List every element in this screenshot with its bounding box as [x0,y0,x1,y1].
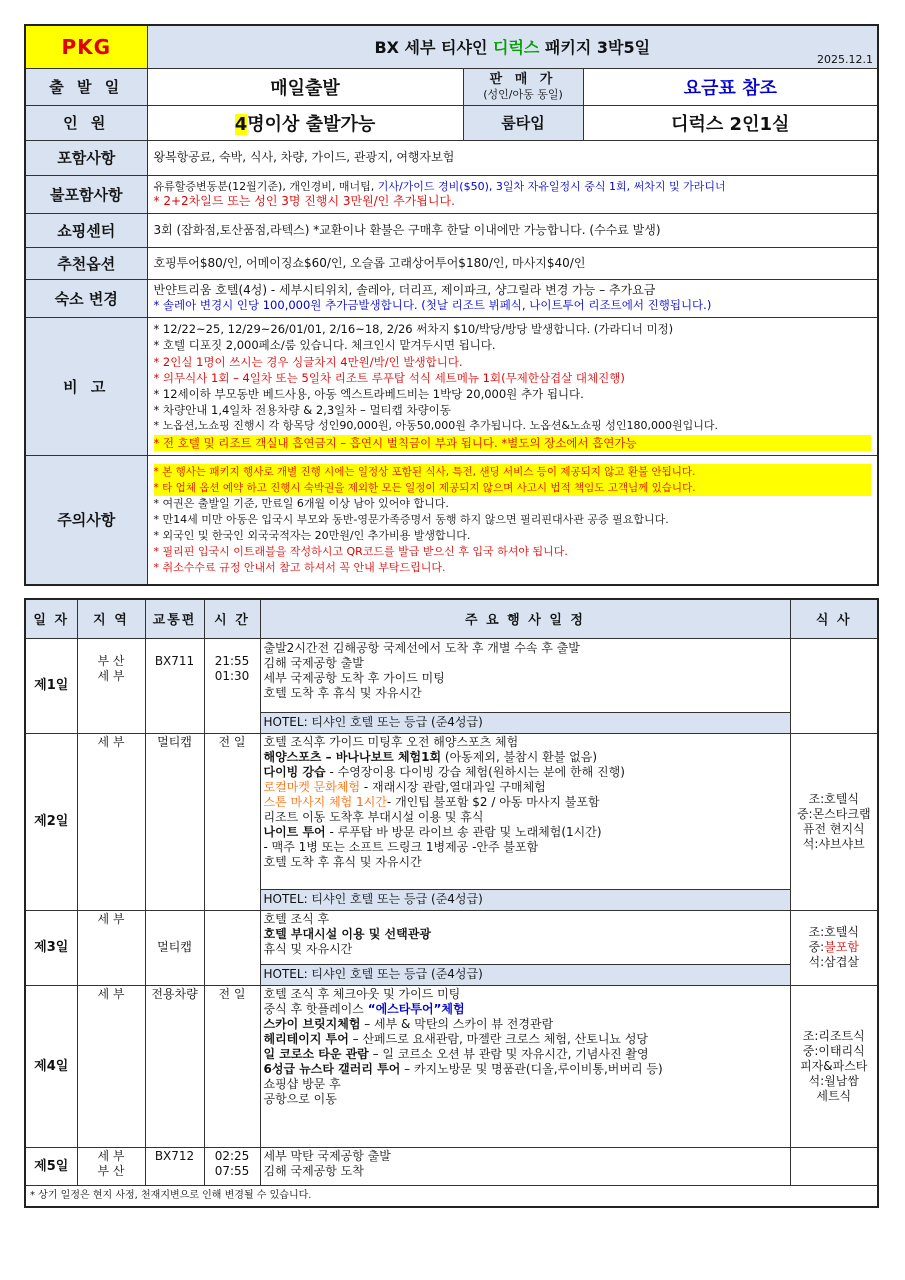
exclude-label: 불포함사항 [25,175,147,213]
itinerary-line: 호텔 조식 후 체크아웃 및 가이드 미팅 [263,986,461,1001]
caution-item: * 타 업체 옵션 예약 하고 진행시 숙박권을 제외한 모든 일정이 제공되지 않으며 사고시 법적 책임도 고객님께 있습니다. [154,480,872,496]
day1-itinerary [260,638,790,712]
meal-lunch-detail: 피자&파스타 [800,1058,868,1073]
caution-item: * 외국인 및 한국인 외국국적자는 20만원/인 추가비용 발생합니다. [153,528,471,542]
meal-dinner: 석:월남쌈 [808,1073,859,1088]
room-value: 디럭스 2인1실 [583,105,878,140]
remark-item: * 12세이하 부모동반 베드사용, 아동 엑스트라베드비는 1박당 20,000원 추가 됩니다. [153,387,584,401]
remark-item: * 12/22~25, 12/29~26/01/01, 2/16~18, 2/26 써차지 $10/박당/방당 발생합니다. (가라디너 미정) [153,322,674,337]
meal-breakfast: 조:호텔식 [808,925,859,939]
day2-time: 전 일 [204,733,260,910]
col-header-itinerary: 주 요 행 사 일 정 [260,599,790,638]
remark-item: * 전 호텔 및 리조트 객실내 흡연금지 – 흡연시 벌칙금이 부과 됩니다. *별도의 장소에서 흡연가능 [154,435,872,451]
hotel-change-line1: 반얀트리움 호텔(4성) - 세부시티위치, 솔레아, 더리프, 제이파크, 샹그릴라 변경 가능 – 추가요금 [153,283,656,297]
exclude-note: * 2+2차일드 또는 성인 3명 진행시 3만원/인 추가됩니다. [153,194,455,208]
day1-region-to: 세 부 [97,668,125,683]
day2-meal [790,733,878,910]
caution-item: * 취소수수료 규정 안내서 참고 하셔서 꼭 안내 부탁드립니다. [153,560,446,574]
remark-label: 비 고 [25,317,147,455]
remark-item: * 차량안내 1,4일차 전용차량 & 2,3일차 – 멀티캡 차량이동 [153,403,451,418]
caution-item: * 여권은 출발일 기준, 만료일 6개월 이상 남아 있어야 합니다. [153,496,449,510]
col-header-meal: 식 사 [790,599,878,638]
remark-list [147,317,878,455]
itinerary-highlight: 나이트 투어 [263,824,326,839]
price-sub: (성인/아동 동일) [483,87,563,101]
day2-region: 세 부 [77,733,145,910]
people-number: 4 [234,113,248,135]
day4-itinerary [260,985,790,1147]
itinerary-line: - 맥주 1병 또는 소프트 드링크 1병제공 -안주 불포함 [263,839,539,854]
day5-itinerary [260,1147,790,1185]
day5-time [204,1147,260,1185]
itinerary-line: 공항으로 이동 [263,1091,337,1106]
itinerary-line: - 수영장이용 다이빙 강습 체험(원하시는 분에 한해 진행) [325,764,625,779]
pkg-badge: PKG [25,25,147,68]
day1-time [204,638,260,733]
itinerary-highlight: 헤리테이지 투어 [263,1031,349,1046]
itinerary-line: - 재래시장 관람,열대과일 구매체험 [360,779,546,794]
day4-time: 전 일 [204,985,260,1147]
itinerary-line: 쇼핑샵 방문 후 [263,1076,341,1091]
day2-transport: 멀티캡 [145,733,204,910]
day3-itinerary [260,910,790,964]
day4-meal [790,985,878,1147]
day3-hotel: HOTEL: 티샤인 호텔 또는 등급 (준4성급) [260,964,790,985]
itinerary-highlight: 스카이 브릿지체험 [263,1016,361,1031]
people-text: 명이상 출발가능 [247,113,376,135]
itinerary-line: 호텔 도착 후 휴식 및 자유시간 [263,685,422,700]
day1-region [77,638,145,733]
day1-meal [790,638,878,733]
day2-itinerary [260,733,790,889]
price-value: 요금표 참조 [583,68,878,105]
itinerary-highlight: 6성급 뉴스타 갤러리 투어 [263,1061,401,1076]
itinerary-line: 휴식 및 자유시간 [263,941,353,956]
col-header-time: 시 간 [204,599,260,638]
schedule-table [24,598,879,1208]
itinerary-line: 호텔 조식후 가이드 미팅후 오전 해양스포츠 체험 [263,734,519,749]
itinerary-line: 김해 국제공항 출발 [263,655,364,670]
room-label: 룸타입 [463,105,583,140]
remark-item: * 노옵션,노쇼핑 진행시 각 항목당 성인90,000원, 아동50,000원 추가됩니다. 노옵션&노쇼핑 성인180,000원입니다. [153,419,719,433]
day1-time-arrive: 01:30 [214,668,250,683]
meal-breakfast: 조:리조트식 [802,1028,865,1043]
day5-region-to: 부 산 [97,1163,125,1178]
remark-item: * 호텔 디포짓 2,000페소/룸 있습니다. 체크인시 맡겨두시면 됩니다. [153,338,496,353]
day1-label: 제1일 [25,638,77,733]
itinerary-line: (아동제외, 불참시 환불 없음) [441,749,598,764]
itinerary-highlight: 호텔 부대시설 이용 및 선택관광 [263,926,431,941]
depart-label: 출 발 일 [25,68,147,105]
meal-dinner-detail: 세트식 [816,1088,852,1103]
hotel-change-line2: * 솔레아 변경시 인당 100,000원 추가금발생합니다. (첫날 리조트 뷔페식, 나이트투어 리조트에서 진행됩니다.) [153,298,712,312]
remark-item: * 2인실 1명이 쓰시는 경우 싱글차지 4만원/박/인 발생합니다. [153,354,463,369]
day4-transport: 전용차량 [145,985,204,1147]
itinerary-line: 리조트 이동 도착후 부대시설 이용 및 휴식 [263,809,484,824]
title-suffix: 패키지 3박5일 [539,38,651,58]
remark-item: * 의무식사 1회 – 4일차 또는 5일차 리조트 루푸탑 석식 세트메뉴 1회(무제한삼겹살 대체진행) [153,370,625,385]
itinerary-line: 호텔 조식 후 [263,911,330,926]
exclude-value [147,175,878,213]
people-value [147,105,463,140]
day5-time-arrive: 07:55 [214,1163,250,1178]
meal-dinner: 석:샤브샤브 [802,836,865,851]
day5-time-depart: 02:25 [214,1148,250,1163]
title-deluxe: 디럭스 [492,38,540,58]
meal-lunch-detail: 퓨전 현지식 [802,821,865,836]
itinerary-line: – 산페드로 요새관람, 마젤란 크로스 체험, 산토니뇨 성당 [348,1031,648,1046]
include-label: 포함사항 [25,140,147,175]
day1-transport: BX711 [145,638,204,733]
day1-hotel: HOTEL: 티샤인 호텔 또는 등급 (준4성급) [260,712,790,733]
itinerary-highlight: 스톤 마사지 체험 1시간 [263,794,387,809]
hotel-change-label: 숙소 변경 [25,279,147,317]
day3-meal [790,910,878,985]
col-header-transport: 교통편 [145,599,204,638]
schedule-footnote: * 상기 일정은 현지 사정, 천재지변으로 인해 변경될 수 있습니다. [25,1185,878,1207]
itinerary-highlight: “에스타투어”체험 [367,1001,465,1016]
depart-value: 매일출발 [147,68,463,105]
itinerary-line: 세부 막탄 국제공항 출발 [263,1148,391,1163]
people-label: 인 원 [25,105,147,140]
shopping-value: 3회 (잡화점,토산품점,라텍스) *교환이나 환불은 구매후 한달 이내에만 가능합니다. (수수료 발생) [147,213,878,247]
shopping-label: 쇼핑센터 [25,213,147,247]
itinerary-line: 중식 후 핫플레이스 [263,1001,368,1016]
meal-breakfast: 조:호텔식 [808,791,859,806]
day2-hotel: HOTEL: 티샤인 호텔 또는 등급 (준4성급) [260,889,790,910]
itinerary-line: – 일 코르소 오션 뷰 관람 및 자유시간, 기념사진 촬영 [368,1046,649,1061]
day4-label: 제4일 [25,985,77,1147]
day1-time-depart: 21:55 [214,653,250,668]
itinerary-highlight: 일 코로소 타운 관람 [263,1046,369,1061]
meal-lunch-excluded: 불포함 [824,940,859,954]
day5-region [77,1147,145,1185]
itinerary-line: 세부 국제공항 도착 후 가이드 미팅 [263,670,445,685]
issue-date: 2025.12.1 [817,52,874,66]
day2-label: 제2일 [25,733,77,910]
col-header-region: 지 역 [77,599,145,638]
include-value: 왕복항공료, 숙박, 식사, 차량, 가이드, 관광지, 여행자보험 [147,140,878,175]
option-label: 추천옵션 [25,247,147,279]
day3-transport: 멀티캡 [145,910,204,985]
day3-time [204,910,260,985]
caution-item: * 만14세 미만 아동은 입국시 부모와 동반-영문가족증명서 동행 하지 않으면 필리핀대사관 공증 필요합니다. [153,512,669,526]
hotel-change-value [147,279,878,317]
day4-region: 세 부 [77,985,145,1147]
col-header-day: 일 자 [25,599,77,638]
itinerary-line: 김해 국제공항 도착 [263,1163,364,1178]
itinerary-highlight: 로컬마켓 문화체험 [263,779,361,794]
meal-lunch: 중:몬스타크랩 [796,806,871,821]
day5-meal [790,1147,878,1185]
meal-dinner: 석:삼겹살 [808,955,859,969]
itinerary-line: - 루푸탑 바 방문 라이브 송 관람 및 노래체험(1시간) [325,824,602,839]
price-label-text: 판 매 가 [489,71,557,87]
caution-item: * 본 행사는 패키지 행사로 개별 진행 시에는 일정상 포함된 식사, 특전, 샌딩 서비스 등이 제공되지 않고 환불 안됩니다. [154,464,872,480]
day3-label: 제3일 [25,910,77,985]
exclude-text-a: 유류할증변동분(12월기준), 개인경비, 매너팁, [153,180,378,193]
price-label [463,68,583,105]
day3-region: 세 부 [77,910,145,985]
day5-region-from: 세 부 [97,1148,125,1163]
itinerary-highlight: 다이빙 강습 [263,764,326,779]
day5-transport: BX712 [145,1147,204,1185]
caution-item: * 필리핀 입국시 이트래블을 작성하시고 QR코드를 발급 받으신 후 입국 하셔야 됩니다. [153,544,568,558]
meal-lunch: 중:이태리식 [802,1043,865,1058]
package-title [147,25,878,68]
itinerary-line: – 세부 & 막탄의 스카이 뷰 전경관람 [360,1016,554,1031]
title-prefix: BX 세부 티샤인 [374,38,493,58]
package-info-table [24,24,879,586]
caution-label: 주의사항 [25,455,147,585]
exclude-text-b: 기사/가이드 경비($50), 3일차 자유일정시 중식 1회, 써차지 및 가라디너 [377,180,726,193]
itinerary-line: – 카지노방문 및 명품관(디올,루이비통,버버리 등) [400,1061,663,1076]
itinerary-line: - 개인팁 불포함 $2 / 아동 마사지 불포함 [386,794,600,809]
caution-list [147,455,878,585]
option-value: 호핑투어$80/인, 어메이징쇼$60/인, 오슬롭 고래상어투어$180/인, 마사지$40/인 [147,247,878,279]
itinerary-line: 호텔 도착 후 휴식 및 자유시간 [263,854,422,869]
itinerary-line: 출발2시간전 김해공항 국제선에서 도착 후 개별 수속 후 출발 [263,640,580,655]
day1-region-from: 부 산 [97,653,125,668]
day5-label: 제5일 [25,1147,77,1185]
itinerary-highlight: 해양스포츠 – 바나나보트 체험1회 [263,749,442,764]
meal-lunch: 중: [808,940,825,954]
